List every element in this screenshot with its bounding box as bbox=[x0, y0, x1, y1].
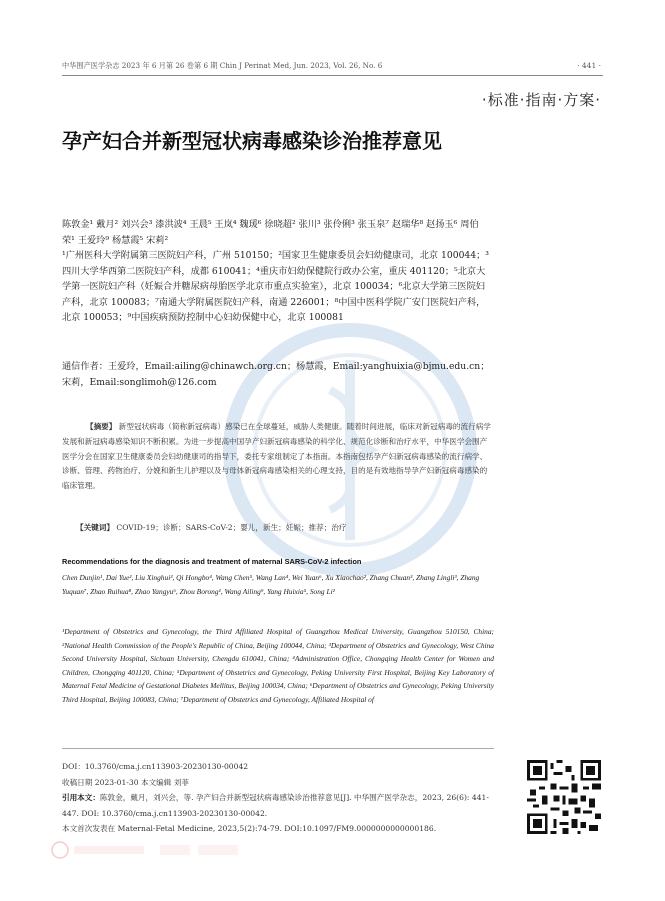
footer-rule bbox=[62, 748, 494, 749]
abstract-label: 【摘要】 bbox=[86, 422, 117, 431]
page-number: · 441 · bbox=[577, 61, 601, 70]
keywords-text: COVID-19；诊断；SARS-CoV-2；婴儿，新生；妊娠；推荐；治疗 bbox=[116, 523, 347, 532]
citation-label: 引用本文： bbox=[62, 793, 100, 802]
received-line: 收稿日期 2023-01-30 本文编辑 刘菲 bbox=[62, 777, 189, 787]
keywords bbox=[76, 521, 496, 535]
section-label: ·标准·指南·方案· bbox=[481, 91, 601, 109]
keywords-label: 【关键词】 bbox=[76, 523, 114, 532]
publisher-watermark-icon bbox=[50, 840, 250, 860]
abstract bbox=[62, 420, 494, 494]
citation bbox=[62, 790, 502, 821]
abstract-text: 新型冠状病毒（简称新冠病毒）感染已在全球蔓延，威胁人类健康。随着时间进展，临床对新冠病毒的流行病学发展和新冠病毒感染知识不断积累。为进一步提高中国孕产妇新冠病毒感染的科学化、规范化诊断和治疗水平，中华医学会围产医学分会在国家卫生健康委员会妇幼健康司的指导下，委托专家组制定了本指南。本指南包括孕产妇新冠病毒感染的流行病学、诊断、管理、药物治疗、分娩和新生儿护理以及与母体新冠病毒感染相关的心理支持，目的是有效地指导孕产妇新冠病毒感染的临床管理。 bbox=[62, 422, 491, 491]
doi-line[interactable]: DOI：10.3760/cma.j.cn113903-20230130-00042 bbox=[62, 762, 249, 771]
english-author-list: Chen Dunjin¹, Dai Yue², Liu Xinghui³, Qi Hongbo⁴, Wang Chen⁵, Wang Lan⁴, Wei Yuan⁶, Xu Xiaochao², Zhang Chuan³, Zhang Lingli³, Zhang Yuquan⁷, Zhao Ruihua⁸, Zhao Yangyu⁶, Zhou Borong¹, Wang Ailing⁹, Yang Huixia⁵, Song Li² bbox=[62, 573, 480, 596]
affiliations: ¹广州医科大学附属第三医院妇产科，广州 510150；²国家卫生健康委员会妇幼健康司，北京 100044；³四川大学华西第二医院妇产科，成都 610041；⁴重庆市妇幼保健院行政办公室，重庆 401120；⁵北京大学第一医院妇产科（妊娠合并糖尿病母胎医学北京市重点实验室），北京 100034；⁶北京大学第三医院妇产科，北京 100083；⁷南通大学附属医院妇产科，南通 226001；⁸中国中医科学院广安门医院妇产科，北京 100053；⁹中国疾病预防控制中心妇幼保健中心，北京 100081 bbox=[62, 250, 489, 323]
header-rule bbox=[62, 75, 603, 76]
citation-text: 陈敦金，戴月，刘兴会，等. 孕产妇合并新型冠状病毒感染诊治推荐意见[J]. 中华围产医学杂志，2023, 26(6): 441-447. DOI: 10.3760/cma.j.cn113903-20230130-00042. bbox=[62, 793, 489, 818]
qr-code-icon[interactable] bbox=[527, 760, 601, 834]
article-title: 孕产妇合并新型冠状病毒感染诊治推荐意见 bbox=[62, 129, 442, 153]
author-list: 陈敦金¹ 戴月² 刘兴会³ 漆洪波⁴ 王晨⁵ 王岚⁴ 魏瑗⁶ 徐晓超² 张川³ 张伶俐³ 张玉泉⁷ 赵瑞华⁸ 赵扬玉⁶ 周伯荣¹ 王爱玲⁹ 杨慧霞⁵ 宋莉² bbox=[62, 219, 479, 246]
english-title: Recommendations for the diagnosis and treatment of maternal SARS-CoV-2 infection bbox=[62, 557, 362, 566]
correspondence: 通信作者：王爱玲，Email:ailing@chinawch.org.cn；杨慧霞，Email:yanghuixia@bjmu.edu.cn；宋莉，Email:songlimoh@126.com bbox=[62, 361, 490, 388]
article-meta bbox=[62, 759, 502, 837]
running-header: 中华围产医学杂志 2023 年 6 月第 26 卷第 6 期 Chin J Perinat Med, Jun. 2023, Vol. 26, No. 6 bbox=[62, 61, 383, 70]
english-affiliations: ¹Department of Obstetrics and Gynecology, the Third Affiliated Hospital of Guangzhou Medical University, Guangzhou 510150, China; ²National Health Commission of the People's Republic of China, Beijing 100044, China; ³Department of Obstetrics and Gynecology, West China Second University Hospital, Sichuan University, Chengdu 610041, China; ⁴Administration Office, Chongqing Health Center for Women and Children, Chongqing 401120, China; ⁵Department of Obstetrics and Gynecology, Peking University First Hospital, Beijing Key Laboratory of Maternal Fetal Medicine of Gestational Diabetes Mellitus, Beijing 100034, China; ⁶Department of Obstetrics and Gynecology, Peking University Third Hospital, Beijing 100083, China; ⁷Department of Obstetrics and Gynecology, Affiliated Hospital of bbox=[62, 627, 494, 704]
first-published-line: 本文首次发表在 Maternal-Fetal Medicine, 2023,5(2):74-79. DOI:10.1097/FM9.0000000000000186. bbox=[62, 824, 437, 833]
